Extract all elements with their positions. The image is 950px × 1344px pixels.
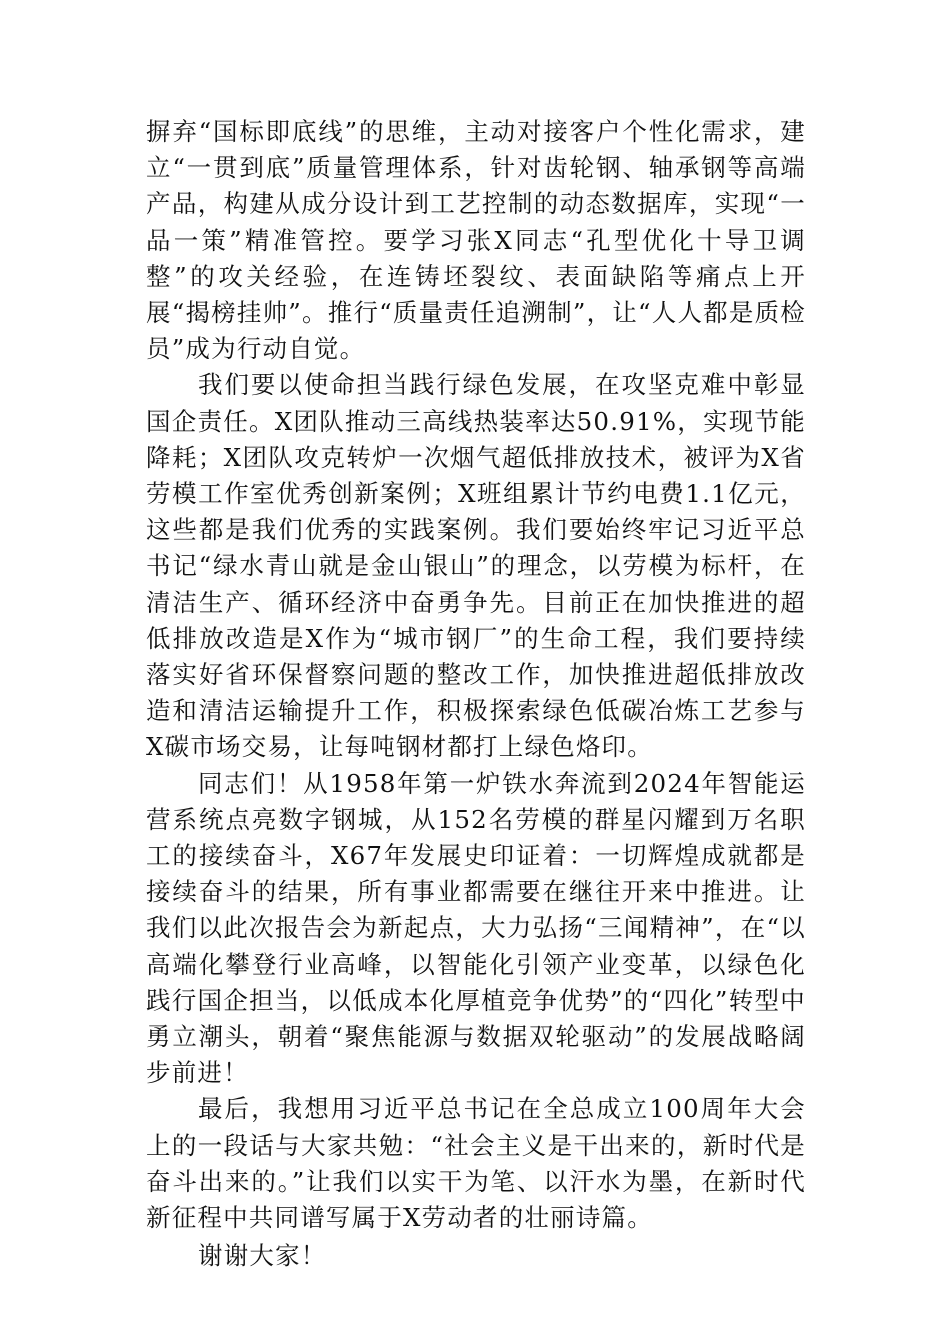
closing-thanks: 谢谢大家！ [198, 1241, 327, 1271]
speech-body [146, 114, 806, 1275]
paragraph-green-development: 我们要以使命担当践行绿色发展，在攻坚克难中彰显国企责任。X团队推动三高线热装率达50.91%，实现节能降耗；X团队攻克转炉一次烟气超低排放技术，被评为X省劳模工作室优秀创新案例；X班组累计节约电费1.1亿元，这些都是我们优秀的实践案例。我们要始终牢记习近平总书记“绿水青山就是金山银山”的理念，以劳模为标杆，在清洁生产、循环经济中奋勇争先。目前正在加快推进的超低排放改造是X作为“城市钢厂”的生命工程，我们要持续落实好省环保督察问题的整改工作，加快推进超低排放改造和清洁运输提升工作，积极探索绿色低碳冶炼工艺参与X碳市场交易，让每吨钢材都打上绿色烙印。 [146, 370, 806, 762]
paragraph-history-and-call: 同志们！从1958年第一炉铁水奔流到2024年智能运营系统点亮数字钢城，从152名劳模的群星闪耀到万名职工的接续奋斗，X67年发展史印证着：一切辉煌成就都是接续奋斗的结果，所有事业都需要在继往开来中推进。让我们以此次报告会为新起点，大力弘扬“三闻精神”，在“以高端化攀登行业高峰，以智能化引领产业变革，以绿色化践行国企担当，以低成本化厚植竞争优势”的“四化”转型中勇立潮头，朝着“聚焦能源与数据双轮驱动”的发展战略阔步前进！ [146, 768, 806, 1088]
paragraph-final-quote: 最后，我想用习近平总书记在全总成立100周年大会上的一段话与大家共勉：“社会主义是干出来的，新时代是奋斗出来的。”让我们以实干为笔、以汗水为墨，在新时代新征程中共同谱写属于X劳动者的壮丽诗篇。 [146, 1094, 806, 1233]
paragraph-quality-management: 摒弃“国标即底线”的思维，主动对接客户个性化需求，建立“一贯到底”质量管理体系，针对齿轮钢、轴承钢等高端产品，构建从成分设计到工艺控制的动态数据库，实现“一品一策”精准管控。要学习张X同志“孔型优化十导卫调整”的攻关经验，在连铸坯裂纹、表面缺陷等痛点上开展“揭榜挂帅”。推行“质量责任追溯制”，让“人人都是质检员”成为行动自觉。 [146, 117, 806, 364]
